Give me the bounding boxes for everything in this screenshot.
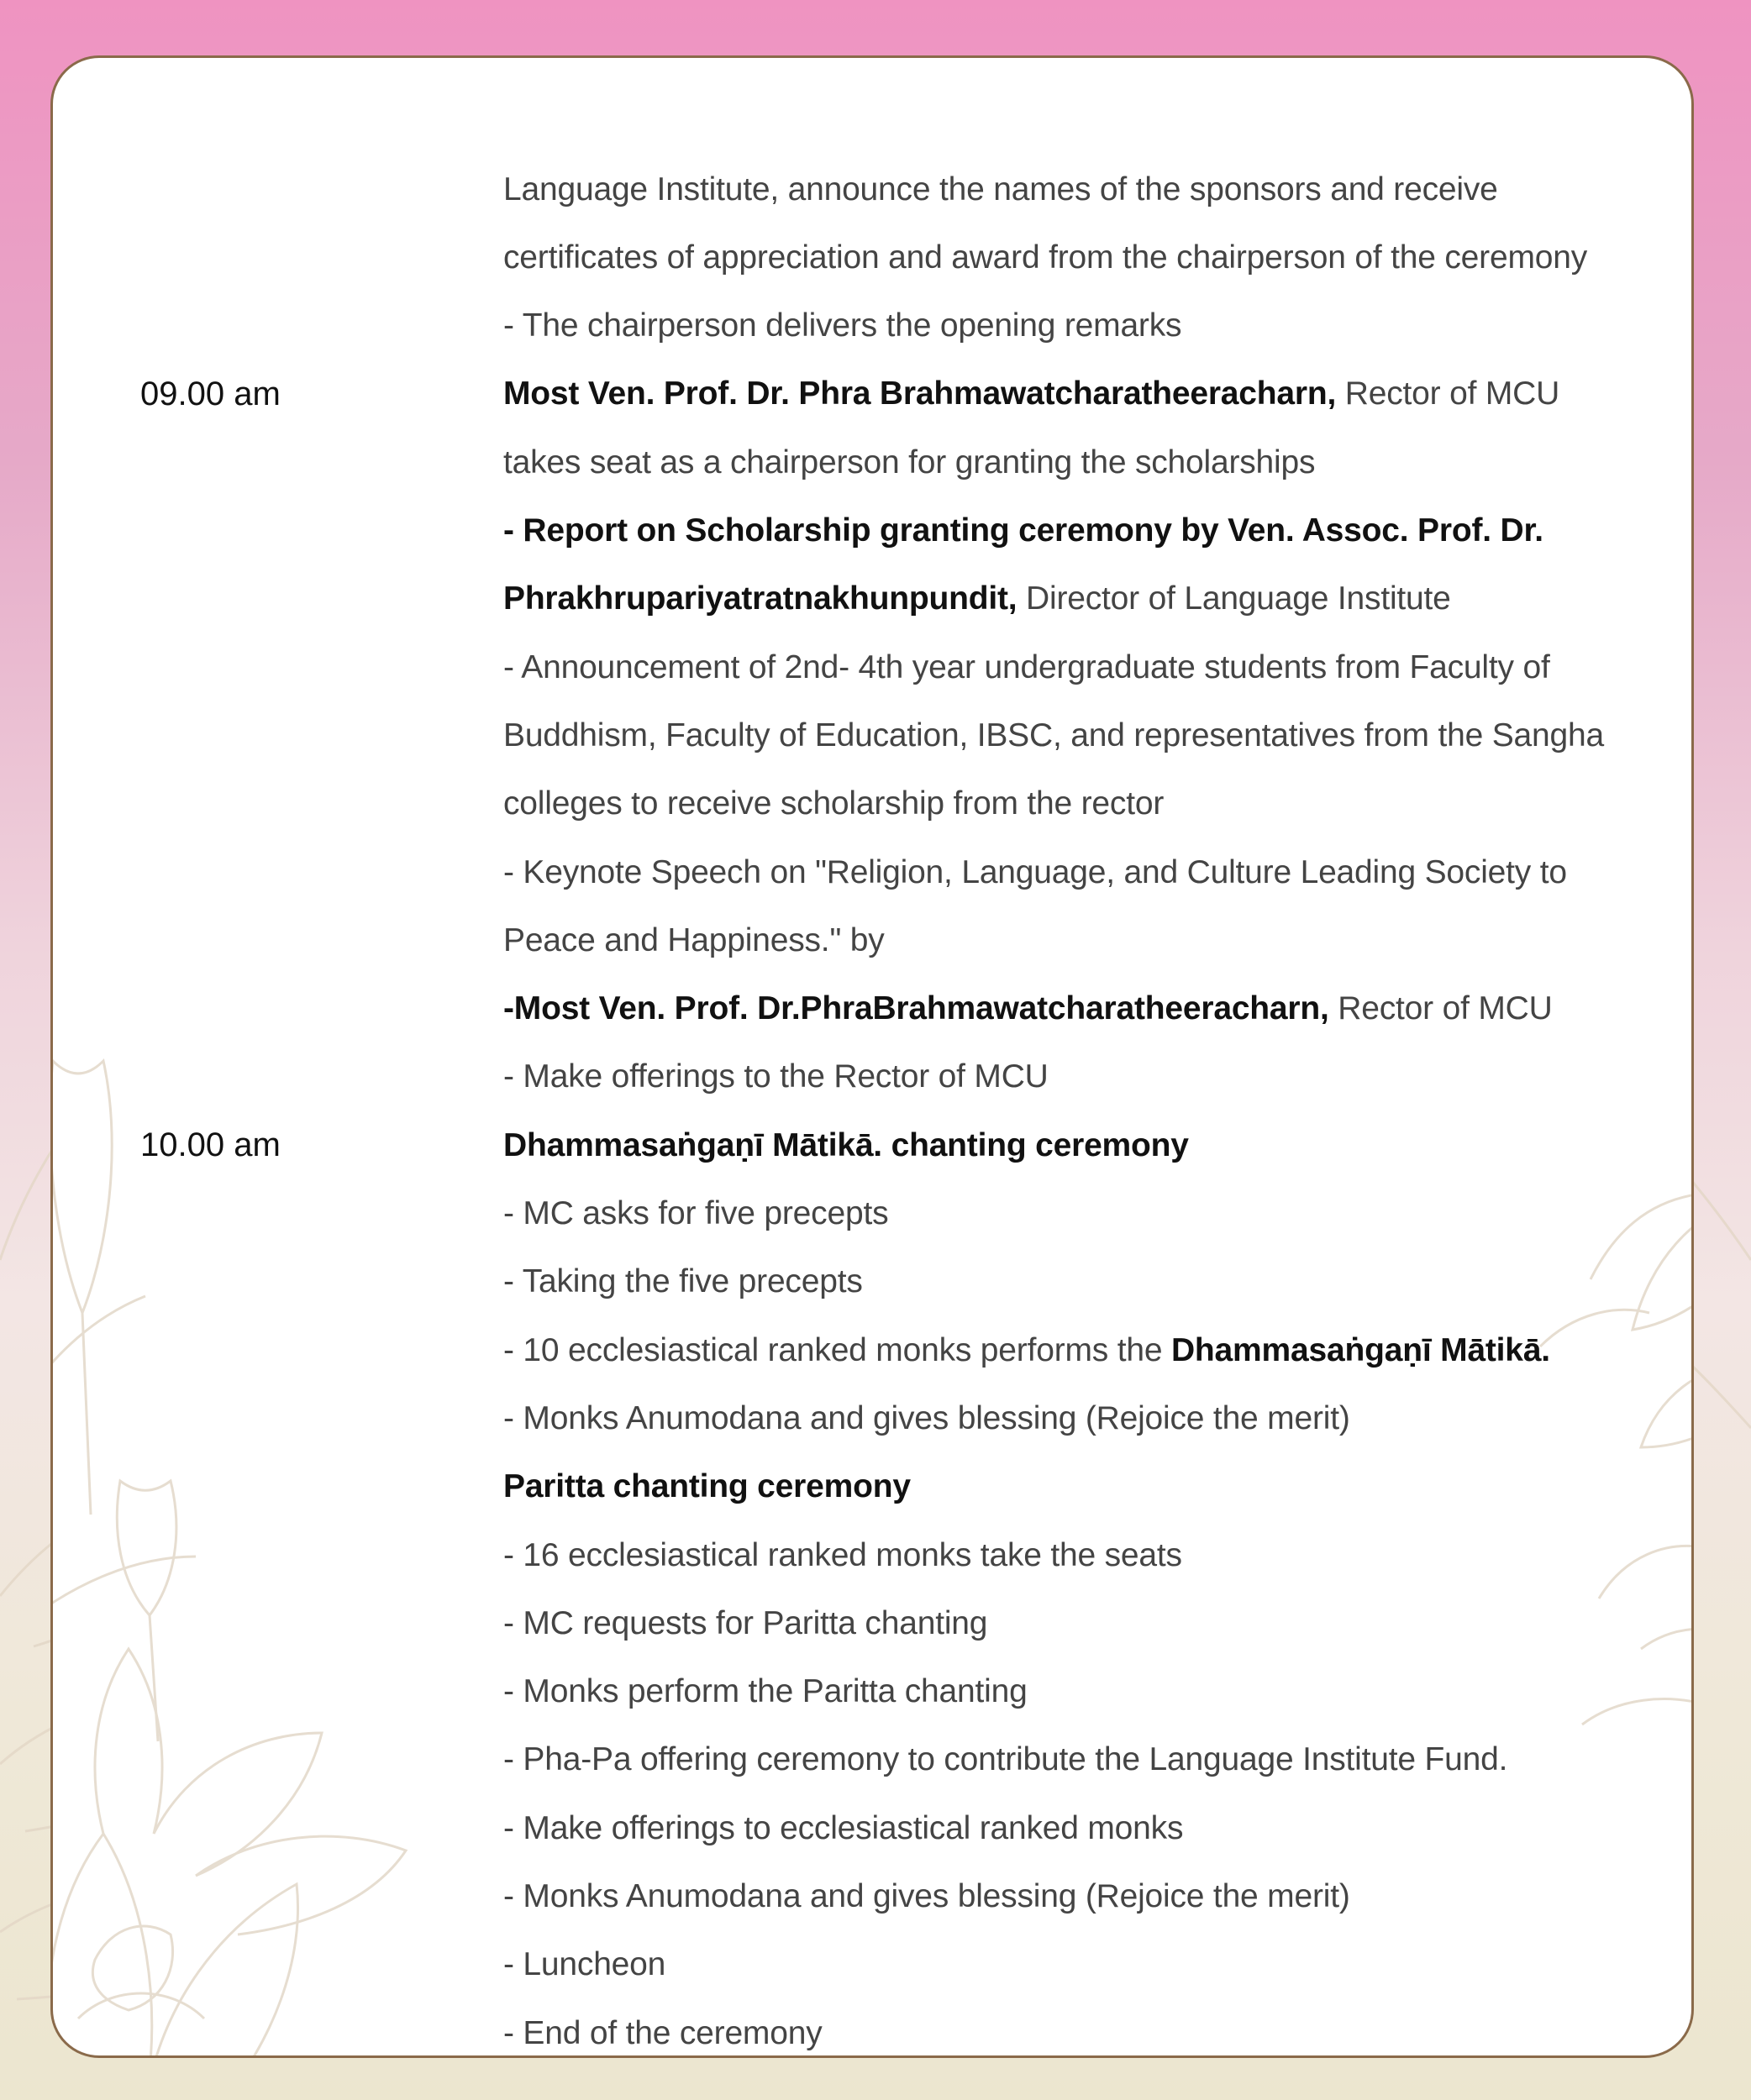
schedule-line bbox=[503, 1810, 1680, 1847]
schedule-line bbox=[503, 854, 1680, 891]
schedule-text-bold: - Report on Scholarship granting ceremony by Ven. Assoc. Prof. Dr. bbox=[503, 512, 1543, 549]
schedule-text: colleges to receive scholarship from the rector bbox=[503, 785, 1165, 822]
schedule-text: - MC requests for Paritta chanting bbox=[503, 1604, 988, 1641]
schedule-line bbox=[503, 922, 1680, 959]
schedule-text: - 16 ecclesiastical ranked monks take the seats bbox=[503, 1536, 1182, 1573]
schedule-line bbox=[503, 1605, 1680, 1642]
schedule-text: - Make offerings to the Rector of MCU bbox=[503, 1058, 1049, 1095]
schedule-line bbox=[503, 1537, 1680, 1574]
schedule-line bbox=[503, 1741, 1680, 1778]
schedule-text: - MC asks for five precepts bbox=[503, 1195, 889, 1231]
schedule-row bbox=[53, 975, 1694, 1043]
schedule-line bbox=[503, 1263, 1680, 1300]
schedule-line bbox=[503, 1127, 1680, 1164]
schedule-text: Buddhism, Faculty of Education, IBSC, and representatives from the Sangha bbox=[503, 717, 1604, 753]
schedule-text: - The chairperson delivers the opening remarks bbox=[503, 307, 1182, 344]
schedule-text: Rector of MCU bbox=[1336, 375, 1560, 412]
schedule-text-bold: -Most Ven. Prof. Dr.PhraBrahmawatcharatheeracharn, bbox=[503, 990, 1329, 1027]
schedule-row bbox=[53, 1043, 1694, 1111]
schedule-text: - End of the ceremony bbox=[503, 2014, 823, 2051]
schedule-row bbox=[53, 155, 1694, 223]
schedule-row bbox=[53, 1726, 1694, 1794]
schedule-row bbox=[53, 770, 1694, 838]
schedule-line bbox=[503, 717, 1680, 754]
schedule-line bbox=[503, 1946, 1680, 1983]
schedule-line bbox=[503, 649, 1680, 686]
schedule-line bbox=[503, 1400, 1680, 1437]
schedule-row bbox=[53, 1453, 1694, 1521]
schedule-row bbox=[53, 497, 1694, 565]
schedule-line bbox=[503, 375, 1680, 412]
schedule-text: Peace and Happiness." by bbox=[503, 921, 885, 958]
schedule-row bbox=[53, 360, 1694, 428]
schedule-text: Rector of MCU bbox=[1328, 990, 1553, 1027]
schedule-line bbox=[503, 444, 1680, 481]
schedule-text: - Make offerings to ecclesiastical ranked monks bbox=[503, 1809, 1184, 1846]
schedule-text: - Monks Anumodana and gives blessing (Rejoice the merit) bbox=[503, 1399, 1350, 1436]
schedule-row bbox=[53, 1658, 1694, 1726]
schedule-row bbox=[53, 565, 1694, 633]
schedule-text: Director of Language Institute bbox=[1017, 580, 1451, 617]
schedule-line bbox=[503, 1332, 1680, 1369]
schedule-line bbox=[503, 990, 1680, 1027]
schedule-row bbox=[53, 1316, 1694, 1384]
schedule-row bbox=[53, 1180, 1694, 1248]
schedule-card bbox=[50, 55, 1694, 2058]
schedule-row bbox=[53, 1111, 1694, 1179]
schedule-text: - Luncheon bbox=[503, 1946, 666, 1983]
schedule-time: 10.00 am bbox=[140, 1126, 281, 1164]
schedule-time: 09.00 am bbox=[140, 375, 281, 412]
schedule-row bbox=[53, 1384, 1694, 1452]
schedule-row bbox=[53, 1794, 1694, 1862]
schedule-line bbox=[503, 1878, 1680, 1915]
schedule-row bbox=[53, 1999, 1694, 2058]
schedule-text: - Taking the five precepts bbox=[503, 1263, 863, 1300]
schedule-line bbox=[503, 1195, 1680, 1232]
schedule-text: - Pha-Pa offering ceremony to contribute the Language Institute Fund. bbox=[503, 1741, 1508, 1778]
schedule-text: - Keynote Speech on "Religion, Language, and Culture Leading Society to bbox=[503, 853, 1567, 890]
schedule-row bbox=[53, 1589, 1694, 1657]
schedule-text: - Monks perform the Paritta chanting bbox=[503, 1673, 1028, 1710]
schedule-row bbox=[53, 633, 1694, 701]
schedule-line bbox=[503, 785, 1680, 822]
schedule-row bbox=[53, 1248, 1694, 1316]
schedule-text-bold: Paritta chanting ceremony bbox=[503, 1468, 911, 1505]
schedule-text: - 10 ecclesiastical ranked monks performs the bbox=[503, 1331, 1171, 1368]
schedule-row bbox=[53, 1931, 1694, 1999]
schedule-line bbox=[503, 580, 1680, 617]
schedule-text: - Announcement of 2nd- 4th year undergraduate students from Faculty of bbox=[503, 648, 1550, 685]
schedule-row bbox=[53, 701, 1694, 769]
schedule-text: takes seat as a chairperson for granting the scholarships bbox=[503, 444, 1316, 480]
schedule-row bbox=[53, 906, 1694, 974]
schedule-line bbox=[503, 512, 1680, 549]
schedule-text: Language Institute, announce the names of the sponsors and receive bbox=[503, 171, 1498, 207]
schedule-row bbox=[53, 1863, 1694, 1931]
schedule-text-bold: Phrakhrupariyatratnakhunpundit, bbox=[503, 580, 1017, 617]
schedule-row bbox=[53, 428, 1694, 496]
schedule-row bbox=[53, 1521, 1694, 1589]
schedule-text-bold: Most Ven. Prof. Dr. Phra Brahmawatcharatheeracharn, bbox=[503, 375, 1337, 412]
schedule-line bbox=[503, 307, 1680, 344]
schedule-line bbox=[503, 2015, 1680, 2052]
schedule-line bbox=[503, 1468, 1680, 1505]
schedule-line bbox=[503, 171, 1680, 208]
schedule-text-bold: Dhammasaṅgaṇī Mātikā. chanting ceremony bbox=[503, 1126, 1189, 1163]
schedule-line bbox=[503, 239, 1680, 276]
schedule-text: - Monks Anumodana and gives blessing (Rejoice the merit) bbox=[503, 1878, 1350, 1914]
schedule-content bbox=[53, 58, 1694, 2058]
schedule-row bbox=[53, 223, 1694, 291]
schedule-text-bold: Dhammasaṅgaṇī Mātikā. bbox=[1170, 1331, 1550, 1368]
schedule-row bbox=[53, 292, 1694, 360]
schedule-row bbox=[53, 838, 1694, 906]
schedule-line bbox=[503, 1673, 1680, 1710]
schedule-line bbox=[503, 1058, 1680, 1095]
schedule-text: certificates of appreciation and award from the chairperson of the ceremony bbox=[503, 239, 1588, 276]
